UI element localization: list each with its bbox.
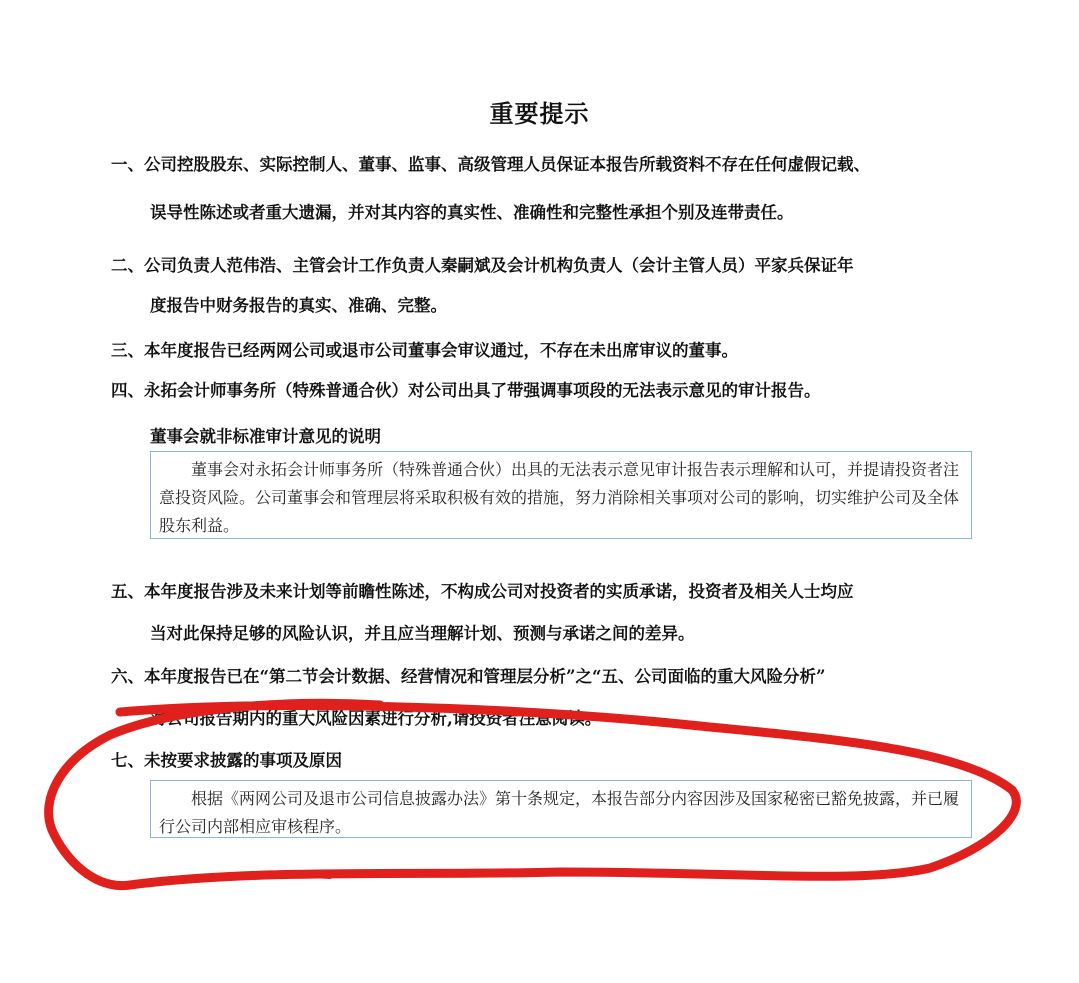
item-3-number: 三、 xyxy=(111,341,144,360)
disclosure-note-box xyxy=(150,780,972,838)
item-5-text: 本年度报告涉及未来计划等前瞻性陈述，不构成公司对投资者的实质承诺，投资者及相关人士均应 xyxy=(144,582,854,601)
annotation-tail-stroke xyxy=(130,875,330,885)
item-6-line-2: 对公司报告期内的重大风险因素进行分析,请投资者注意阅读。 xyxy=(150,709,602,728)
board-note-text: 董事会对永拓会计师事务所（特殊普通合伙）出具的无法表示意见审计报告表示理解和认可，并提请投资者注意投资风险。公司董事会和管理层将采取积极有效的措施，努力消除相关事项对公司的影响，切实维护公司及全体股东利益。 xyxy=(159,460,960,535)
item-2-line-1 xyxy=(111,252,854,276)
item-5-line-2: 当对此保持足够的风险认识，并且应当理解计划、预测与承诺之间的差异。 xyxy=(150,624,695,643)
board-note-box xyxy=(150,451,972,539)
item-5-number: 五、 xyxy=(111,582,144,601)
board-note-title: 董事会就非标准审计意见的说明 xyxy=(150,427,381,446)
item-1-text: 公司控股股东、实际控制人、董事、监事、高级管理人员保证本报告所载资料不存在任何虚假记载、 xyxy=(144,155,870,174)
item-4-text: 永拓会计师事务所（特殊普通合伙）对公司出具了带强调事项段的无法表示意见的审计报告。 xyxy=(144,381,821,400)
item-7-line-1 xyxy=(111,747,342,771)
item-7-text: 未按要求披露的事项及原因 xyxy=(144,751,342,770)
item-2-line-2: 度报告中财务报告的真实、准确、完整。 xyxy=(150,296,447,315)
item-1-number: 一、 xyxy=(111,155,144,174)
item-3-line-1 xyxy=(111,337,738,361)
item-1-line-2: 误导性陈述或者重大遗漏，并对其内容的真实性、准确性和完整性承担个别及连带责任。 xyxy=(150,203,794,222)
item-4-number: 四、 xyxy=(111,381,144,400)
item-4-line-1 xyxy=(111,377,821,401)
item-2-text: 公司负责人范伟浩、主管会计工作负责人秦嗣斌及会计机构负责人（会计主管人员）平家兵保证年 xyxy=(144,256,854,275)
item-5-line-1 xyxy=(111,578,854,602)
item-3-text: 本年度报告已经两网公司或退市公司董事会审议通过，不存在未出席审议的董事。 xyxy=(144,341,738,360)
disclosure-note-text: 根据《两网公司及退市公司信息披露办法》第十条规定，本报告部分内容因涉及国家秘密已豁免披露，并已履行公司内部相应审核程序。 xyxy=(159,789,960,836)
item-1-line-1 xyxy=(111,151,870,175)
item-2-number: 二、 xyxy=(111,256,144,275)
item-6-line-1 xyxy=(111,663,825,687)
item-7-number: 七、 xyxy=(111,751,144,770)
item-6-text: 本年度报告已在“第二节会计数据、经营情况和管理层分析”之“五、公司面临的重大风险分析” xyxy=(144,667,826,686)
item-6-number: 六、 xyxy=(111,667,144,686)
page-title: 重要提示 xyxy=(489,99,590,128)
